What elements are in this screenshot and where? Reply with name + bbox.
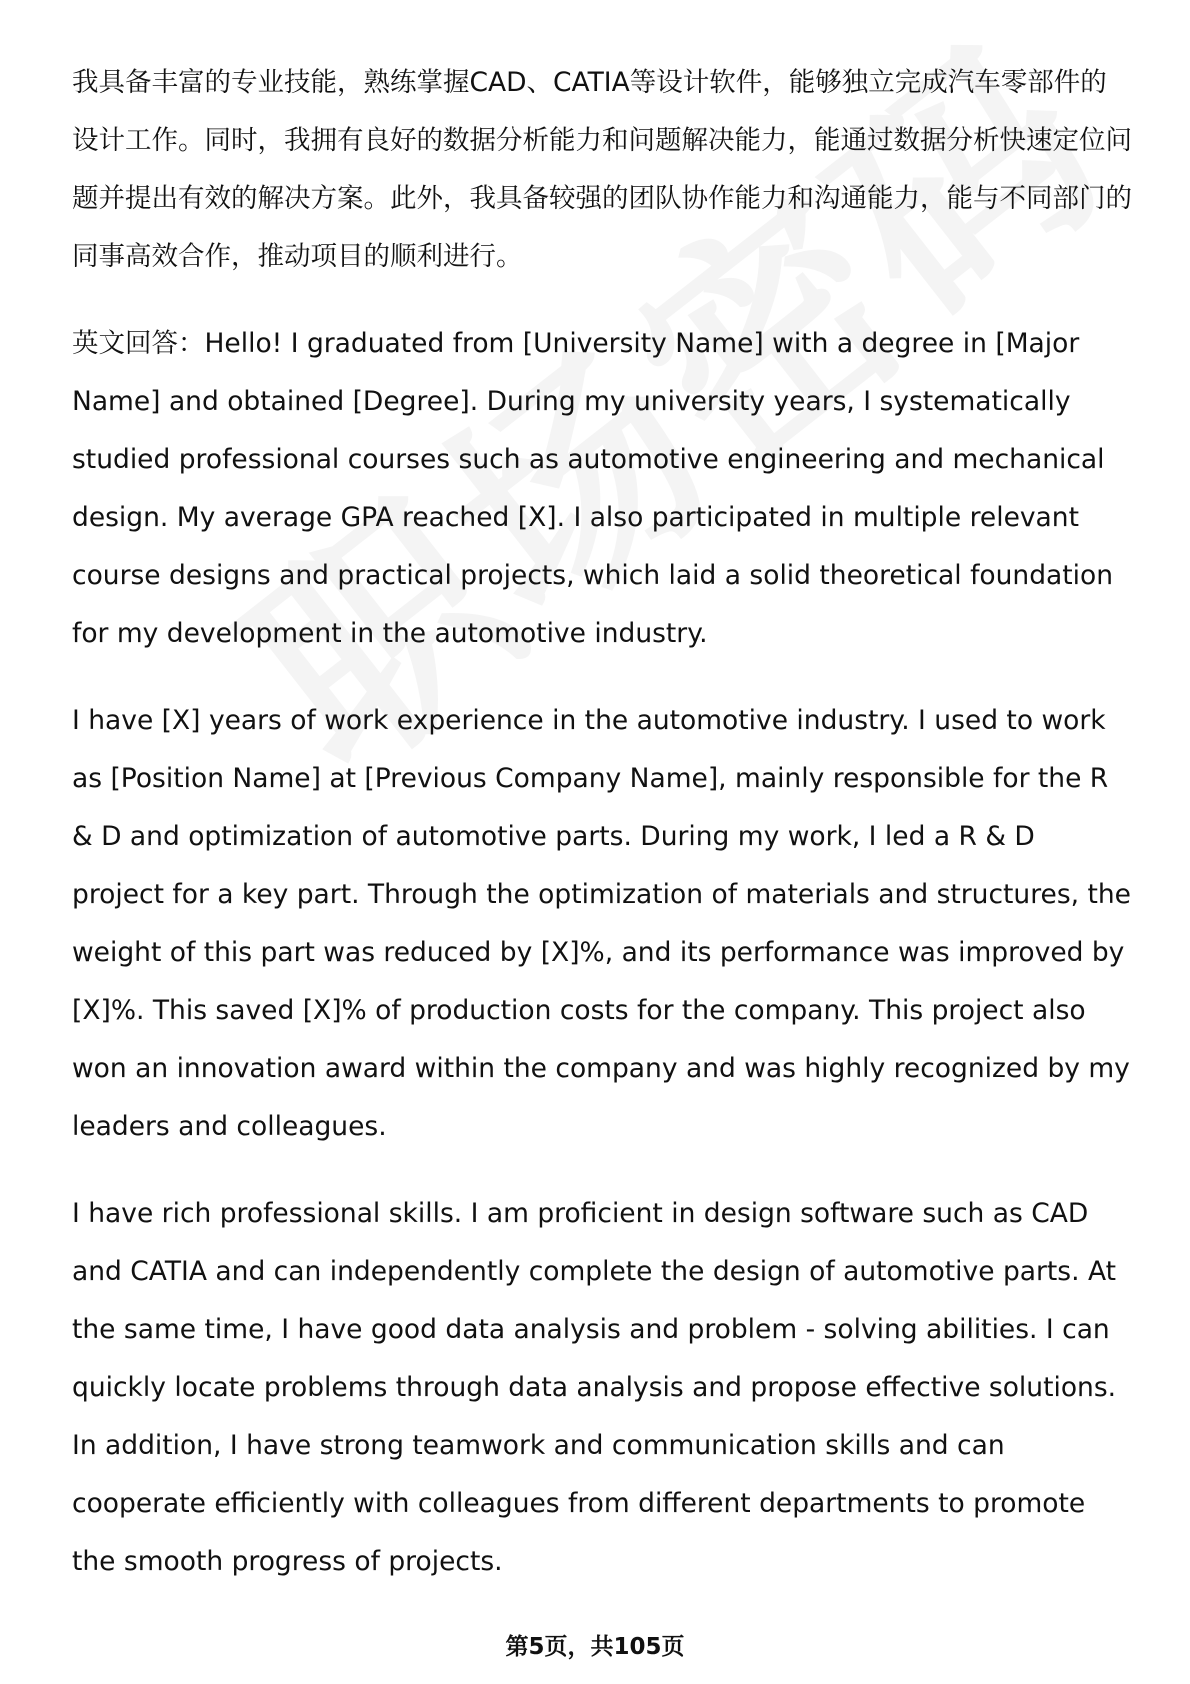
paragraph-work-experience: I have [X] years of work experience in the automotive industry. I used to work as [Position Name] at [Previous Company Name], mainly responsible for the R & D and optimization of automotive parts. During my work, I led a R & D project for a key part. Through the optimization of materials and structures, the weight of this part was reduced by [X]%, and its performance was improved by [X]%. This saved [X]% of production costs for the company. This project also won an innovation award within the company and was highly recognized by my leaders and colleagues. bbox=[72, 705, 1131, 1142]
paragraph-skills-zh: 我具备丰富的专业技能，熟练掌握CAD、CATIA等设计软件，能够独立完成汽车零部件的设计工作。同时，我拥有良好的数据分析能力和问题解决能力，能通过数据分析快速定位问题并提出有效的解决方案。此外，我具备较强的团队协作能力和沟通能力，能与不同部门的同事高效合作，推动项目的顺利进行。 bbox=[72, 67, 1132, 272]
body-content bbox=[72, 54, 1132, 1620]
paragraph-english-intro: 英文回答：Hello! I graduated from [University Name] with a degree in [Major Name] and obtained [Degree]. During my university years, I systematically studied professional courses such as automotive engineering and mechanical design. My average GPA reached [X]. I also participated in multiple relevant course designs and practical projects, which laid a solid theoretical foundation for my development in the automotive industry. bbox=[72, 328, 1114, 649]
paragraph-skills-en: I have rich professional skills. I am proficient in design software such as CAD and CATIA and can independently complete the design of automotive parts. At the same time, I have good data analysis and problem - solving abilities. I can quickly locate problems through data analysis and propose effective solutions. In addition, I have strong teamwork and communication skills and can cooperate efficiently with colleagues from different departments to promote the smooth progress of projects. bbox=[72, 1198, 1117, 1577]
page-number: 第5页，共105页 bbox=[505, 1634, 685, 1660]
